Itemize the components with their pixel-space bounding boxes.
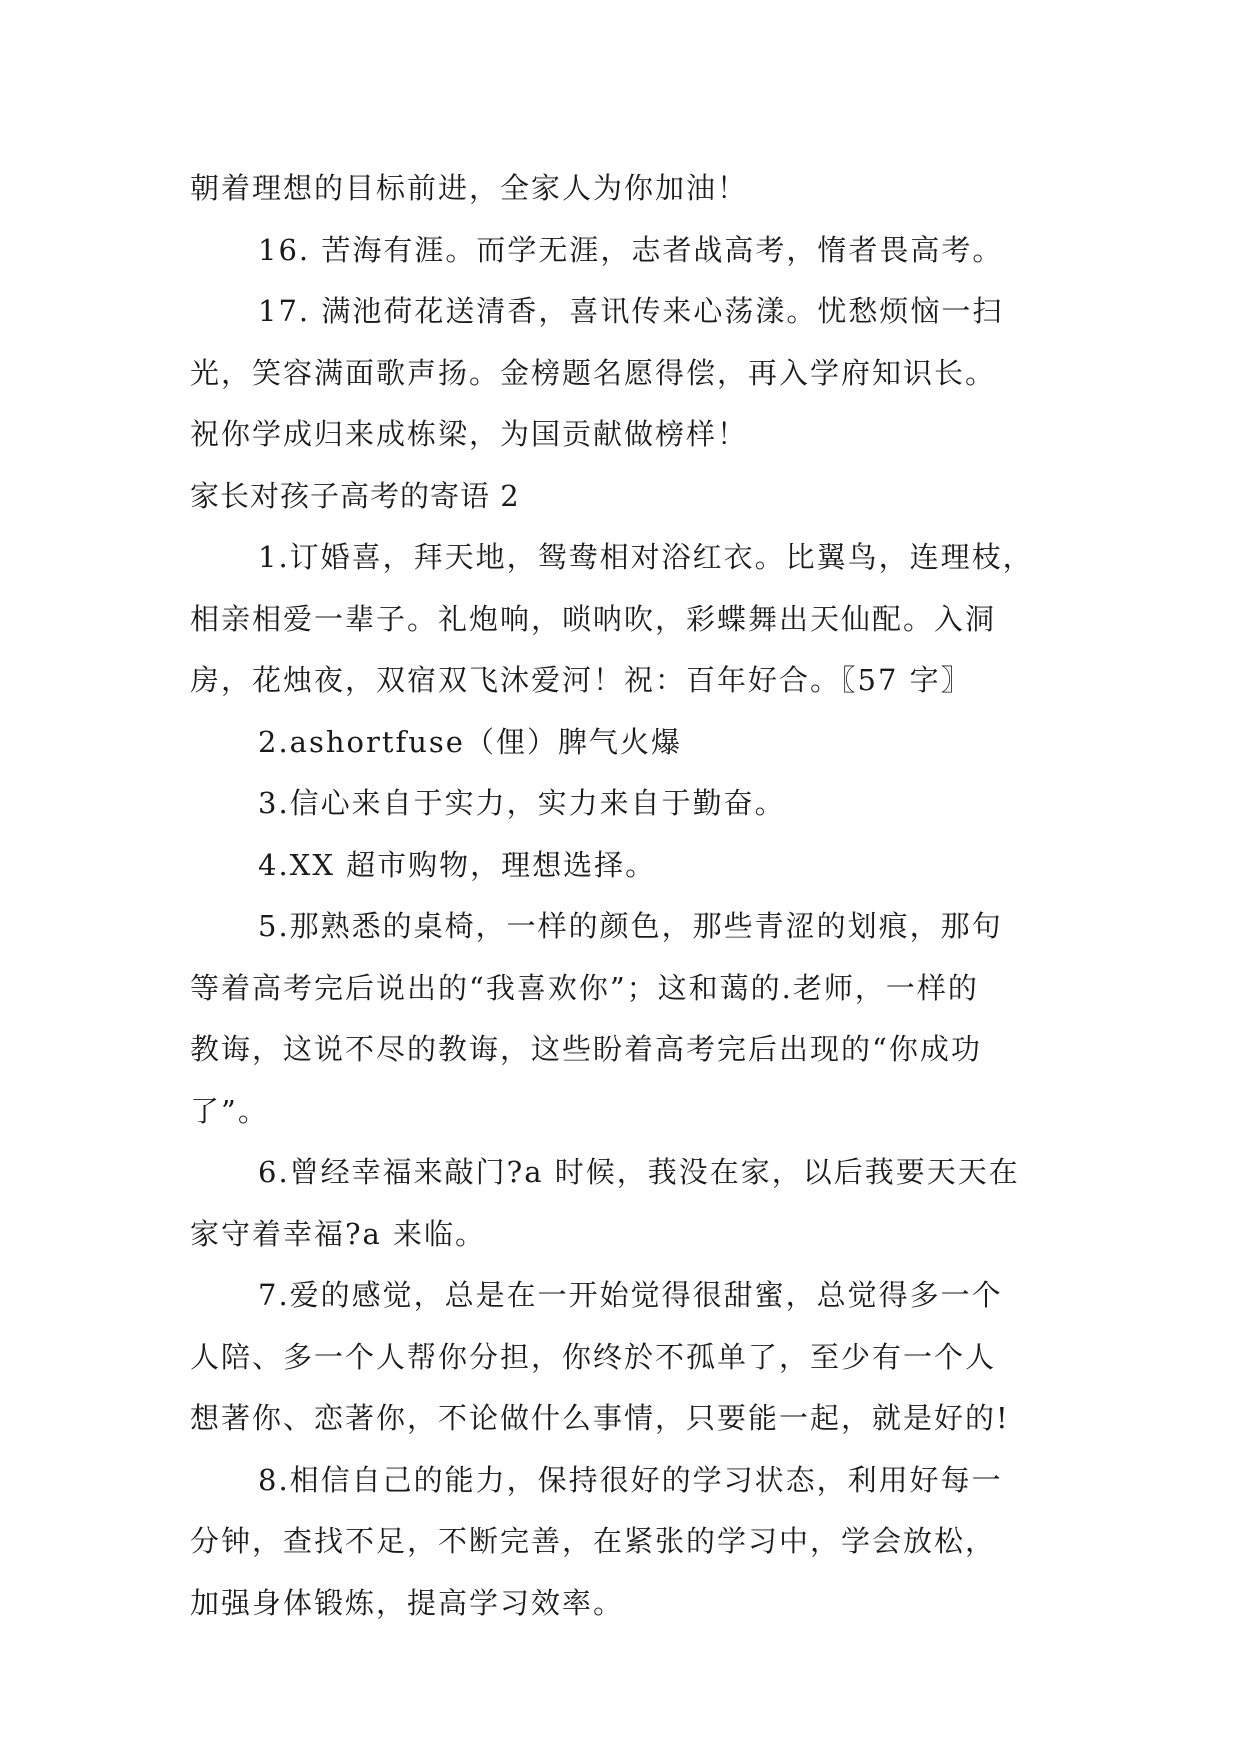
list-item-5: 5.那熟悉的桌椅，一样的颜色，那些青涩的划痕，那句: [258, 909, 1003, 943]
list-item-4: 4.XX 超市购物，理想选择。: [258, 847, 657, 882]
list-item-2: 2.ashortfuse（俚）脾气火爆: [258, 724, 682, 759]
list-item-17: 17. 满池荷花送清香，喜讯传来心荡漾。忧愁烦恼一扫: [258, 294, 1004, 328]
text-line: 等着高考完后说出的“我喜欢你”；这和蔼的.老师，一样的: [190, 970, 979, 1005]
list-item-16: 16. 苦海有涯。而学无涯，志者战高考，惰者畏高考。: [258, 232, 1004, 267]
text-line: 朝着理想的目标前进，全家人为你加油！: [190, 171, 749, 205]
section-heading: 家长对孩子高考的寄语 2: [190, 478, 520, 513]
list-item-7: 7.爱的感觉，总是在一开始觉得很甜蜜，总觉得多一个: [258, 1278, 1003, 1312]
text-line: 祝你学成归来成栋梁，为国贡献做榜样！: [190, 417, 749, 451]
text-line: 分钟，查找不足，不断完善，在紧张的学习中，学会放松，: [190, 1524, 997, 1558]
text-line: 想著你、恋著你，不论做什么事情，只要能一起，就是好的!: [190, 1401, 1010, 1435]
text-line: 教诲，这说不尽的教诲，这些盼着高考完后出现的“你成功: [190, 1032, 982, 1066]
text-line: 家守着幸福?a 来临。: [190, 1216, 487, 1251]
document-body: [190, 158, 1070, 1634]
list-item-6: 6.曾经幸福来敲门?a 时候，莪没在家，以后莪要天天在: [258, 1155, 1020, 1189]
list-item-1: 1.订婚喜，拜天地，鸳鸯相对浴红衣。比翼鸟，连理枝，: [258, 540, 1034, 574]
list-item-8: 8.相信自己的能力，保持很好的学习状态，利用好每一: [258, 1462, 1003, 1497]
text-line: 人陪、多一个人帮你分担，你终於不孤单了，至少有一个人: [190, 1339, 997, 1374]
text-line: 了”。: [190, 1093, 269, 1128]
text-line: 光，笑容满面歌声扬。金榜题名愿得偿，再入学府知识长。: [190, 355, 997, 390]
text-line: 房，花烛夜，双宿双飞沐爱河！祝：百年好合。〖57 字〗: [190, 663, 972, 697]
list-item-3: 3.信心来自于实力，实力来自于勤奋。: [258, 786, 786, 820]
text-line: 加强身体锻炼，提高学习效率。: [190, 1585, 625, 1620]
text-line: 相亲相爱一辈子。礼炮响，唢呐吹，彩蝶舞出天仙配。入洞: [190, 601, 997, 636]
